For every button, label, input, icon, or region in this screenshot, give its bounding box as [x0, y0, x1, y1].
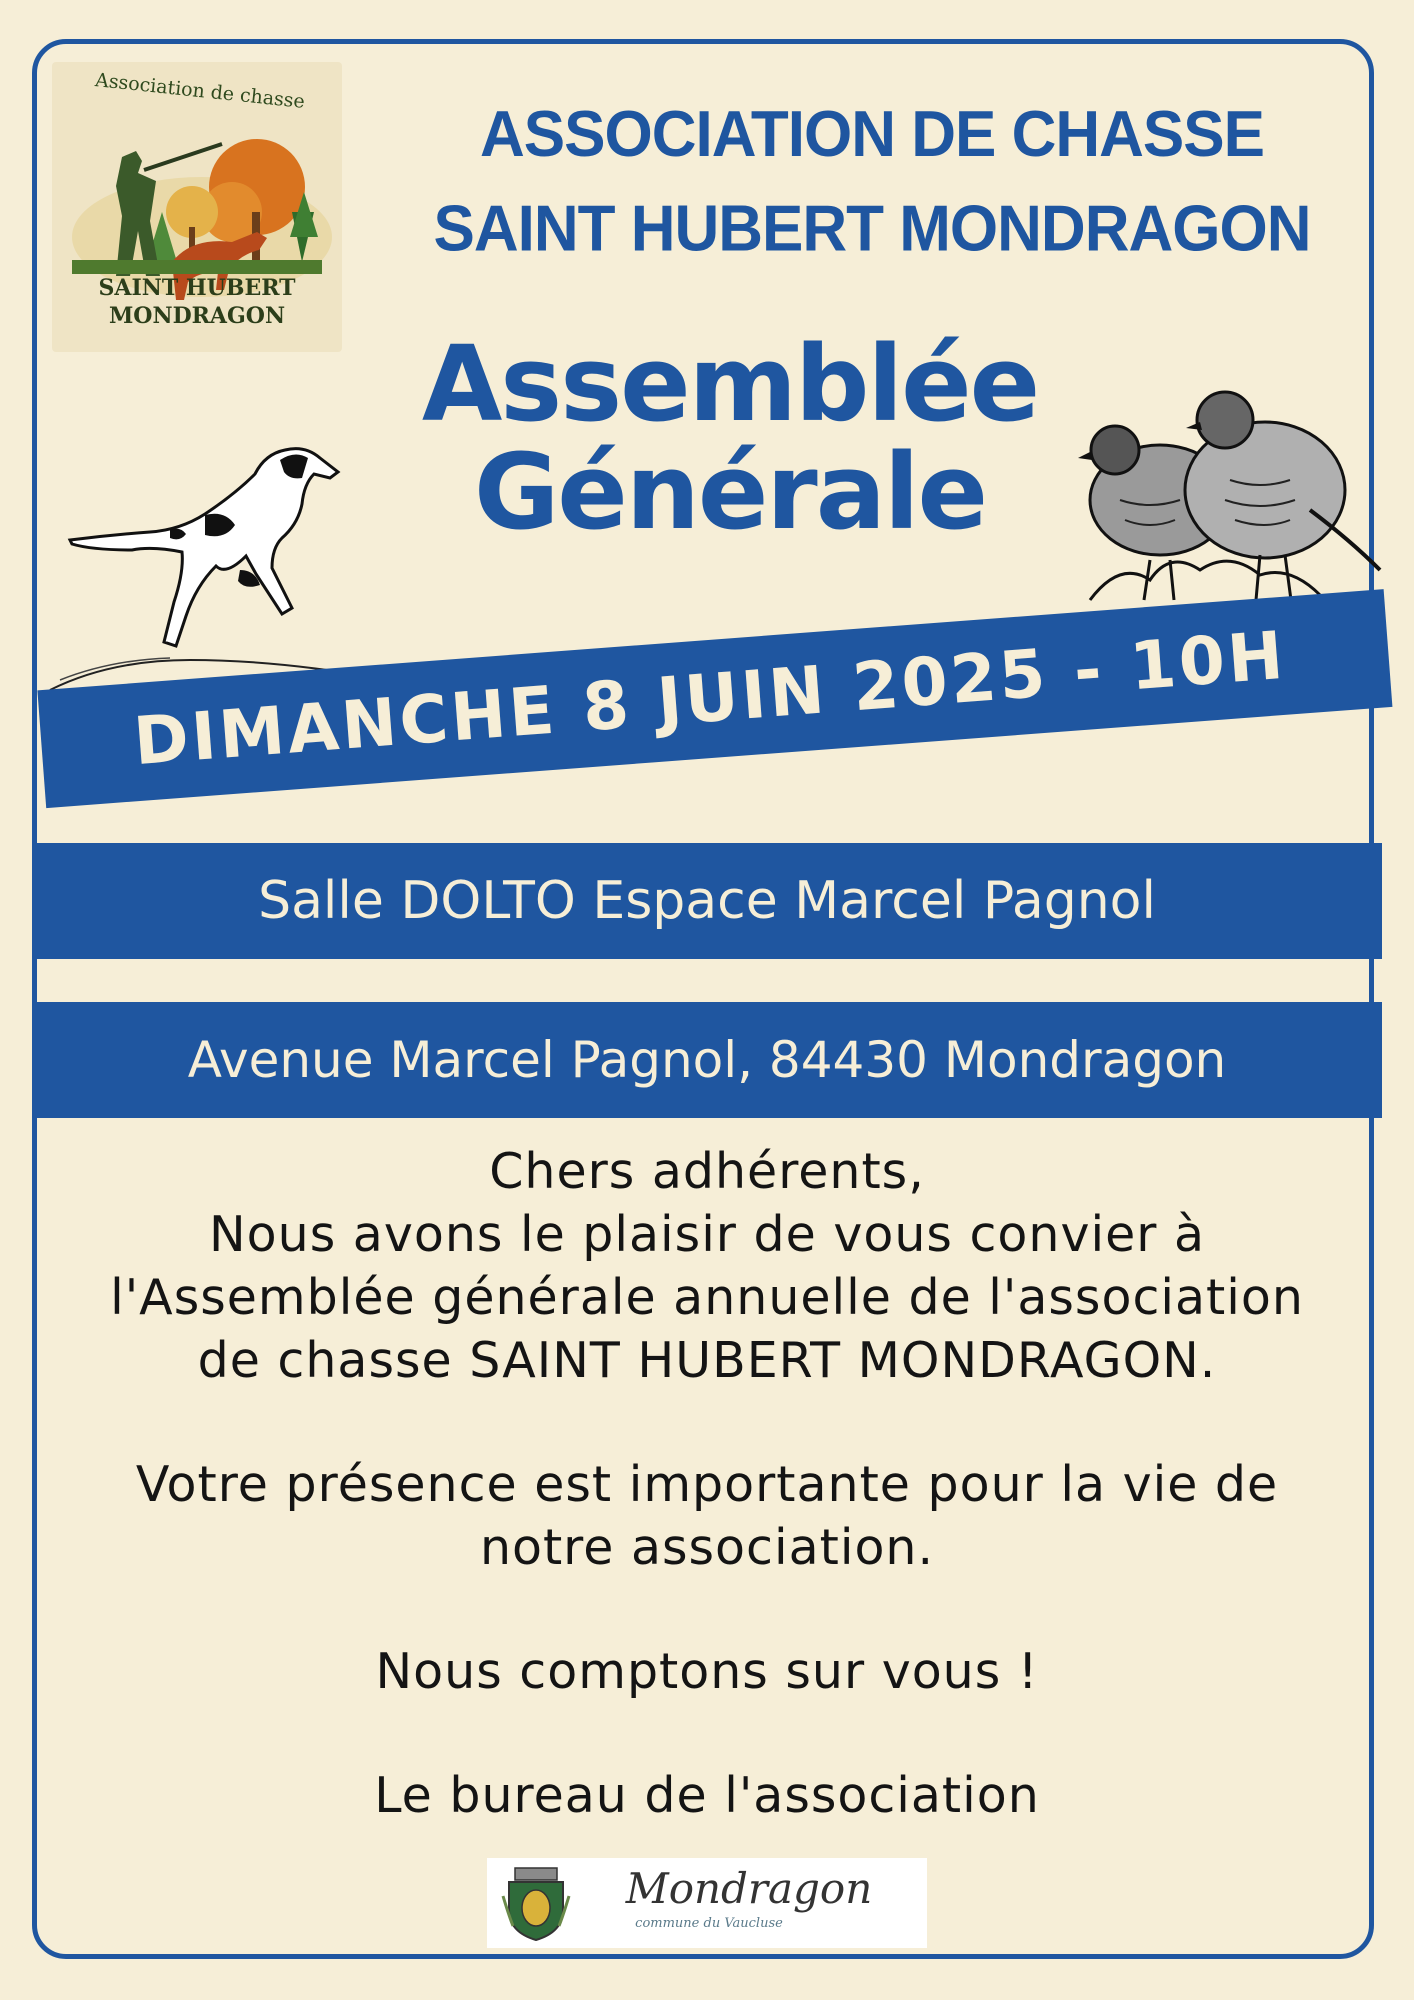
message-line5: notre association. [479, 1519, 935, 1576]
venue-address: Avenue Marcel Pagnol, 84430 Mondragon [32, 1002, 1382, 1118]
signature: Le bureau de l'association [374, 1767, 1040, 1824]
organization-name [370, 88, 1374, 277]
title-line1: Assemblée [421, 323, 1039, 445]
event-date: DIMANCHE 8 JUIN 2025 - 10H [131, 616, 1289, 781]
message-line1: Nous avons le plaisir de vous convier à [209, 1206, 1205, 1263]
pointer-dog-illustration [40, 420, 400, 700]
commune-logo [487, 1858, 927, 1948]
message-line2: l'Assemblée générale annuelle de l'association [110, 1269, 1304, 1326]
org-line1: ASSOCIATION DE CHASSE [480, 98, 1264, 171]
coat-of-arms-icon [501, 1866, 571, 1942]
partridges-illustration [1060, 370, 1390, 610]
commune-subtitle: commune du Vaucluse [635, 1916, 783, 1931]
title-line2: Générale [473, 431, 987, 553]
page-title [370, 323, 1090, 553]
message-line4: Votre présence est importante pour la vie de [135, 1456, 1279, 1513]
message-line6: Nous comptons sur vous ! [375, 1643, 1039, 1700]
invitation-message [50, 1140, 1364, 1827]
org-line2: SAINT HUBERT MONDRAGON [433, 192, 1311, 265]
message-line3: de chasse SAINT HUBERT MONDRAGON. [197, 1332, 1217, 1389]
logo-top-text: Association de chasse [94, 69, 306, 113]
association-logo [52, 62, 342, 352]
venue-room: Salle DOLTO Espace Marcel Pagnol [32, 843, 1382, 959]
logo-bottom-text [52, 274, 342, 330]
logo-bottom-line1: SAINT HUBERT [98, 275, 296, 301]
greeting: Chers adhérents, [489, 1143, 925, 1200]
commune-name: Mondragon [625, 1864, 873, 1913]
logo-bottom-line2: MONDRAGON [108, 303, 286, 329]
